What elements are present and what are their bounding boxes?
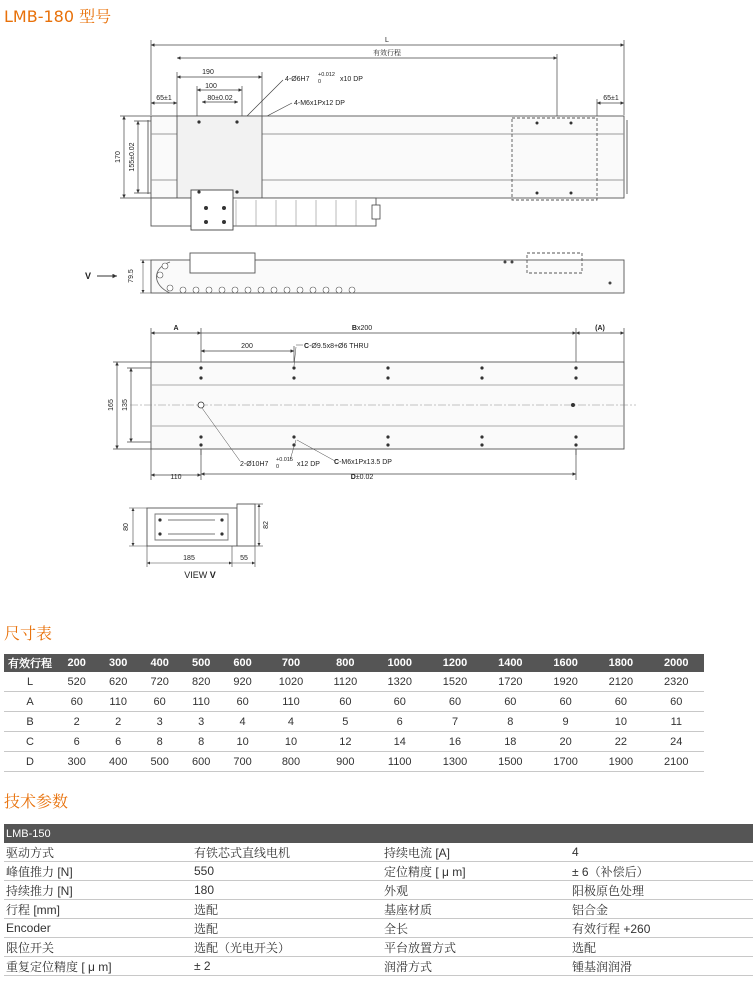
- table-row: [4, 938, 753, 957]
- stroke-col: 700: [263, 654, 318, 672]
- table-cell: 110: [97, 692, 138, 712]
- table-cell: 1300: [427, 752, 482, 772]
- stroke-col: 1200: [427, 654, 482, 672]
- table-cell: 10: [263, 732, 318, 752]
- param-value: ± 2: [192, 957, 382, 976]
- table-row: [4, 672, 704, 692]
- param-value: 有效行程 +260: [570, 919, 753, 938]
- stroke-col: 600: [222, 654, 263, 672]
- table-cell: 400: [97, 752, 138, 772]
- dim-170: 170: [115, 151, 122, 163]
- table-row: [4, 881, 753, 900]
- dim-79-5: 79.5: [128, 269, 135, 283]
- param-label: 持续电流 [A]: [382, 843, 570, 862]
- table-cell: 520: [56, 672, 97, 692]
- stroke-col: 1800: [593, 654, 648, 672]
- table-cell: 60: [649, 692, 704, 712]
- dim-200: 200: [241, 343, 253, 350]
- dim-stroke: 有效行程: [373, 50, 401, 57]
- table-row: [4, 862, 753, 881]
- table-cell: 110: [180, 692, 221, 712]
- stroke-col: 300: [97, 654, 138, 672]
- stroke-col: 500: [180, 654, 221, 672]
- table-cell: 60: [139, 692, 180, 712]
- table-row: [4, 843, 753, 862]
- pin-note-suffix: x12 DP: [297, 461, 320, 468]
- table-cell: 3: [139, 712, 180, 732]
- table-cell: 7: [427, 712, 482, 732]
- dim-A-paren: (A): [595, 325, 605, 332]
- table-cell: 60: [319, 692, 372, 712]
- dim-100: 100: [205, 83, 217, 90]
- table-cell: 12: [319, 732, 372, 752]
- table-cell: 1320: [372, 672, 427, 692]
- c-hole-note: C-Ø9.5x8+Ø6 THRU: [304, 343, 369, 350]
- param-value: ± 6（补偿后）: [570, 862, 753, 881]
- table-cell: 920: [222, 672, 263, 692]
- table-cell: 2320: [649, 672, 704, 692]
- table-cell: 11: [649, 712, 704, 732]
- hole-note-suffix: x10 DP: [340, 76, 363, 83]
- table-cell: 720: [139, 672, 180, 692]
- tech-table-header: LMB-150: [4, 824, 753, 843]
- param-label: 重复定位精度 [ μ m]: [4, 957, 192, 976]
- param-label: 全长: [382, 919, 570, 938]
- stroke-col: 200: [56, 654, 97, 672]
- table-cell: 4: [263, 712, 318, 732]
- param-label: 限位开关: [4, 938, 192, 957]
- table-cell: 14: [372, 732, 427, 752]
- table-cell: 18: [483, 732, 538, 752]
- table-cell: 60: [593, 692, 648, 712]
- dimension-table-title: 尺寸表: [4, 624, 53, 643]
- param-label: 定位精度 [ μ m]: [382, 862, 570, 881]
- end-dim-185: 185: [183, 555, 195, 562]
- stroke-col: 2000: [649, 654, 704, 672]
- table-cell: 800: [263, 752, 318, 772]
- table-cell: 300: [56, 752, 97, 772]
- table-row: [4, 692, 704, 712]
- table-cell: 60: [56, 692, 97, 712]
- table-row: [4, 957, 753, 976]
- table-cell: 900: [319, 752, 372, 772]
- dim-L: L: [385, 37, 389, 44]
- dim-65-left: 65±1: [156, 95, 172, 102]
- dim-D: D±0.02: [350, 474, 374, 481]
- table-cell: 110: [263, 692, 318, 712]
- table-cell: 600: [180, 752, 221, 772]
- table-cell: 820: [180, 672, 221, 692]
- table-cell: 620: [97, 672, 138, 692]
- stroke-col: 800: [319, 654, 372, 672]
- end-dim-82: 82: [263, 521, 270, 529]
- param-value: 选配: [570, 938, 753, 957]
- table-cell: 1720: [483, 672, 538, 692]
- table-cell: 1700: [538, 752, 593, 772]
- hole-note: 4-Ø6H7: [285, 76, 310, 83]
- table-cell: 4: [222, 712, 263, 732]
- table-cell: 60: [483, 692, 538, 712]
- dim-135: 135: [122, 399, 129, 411]
- view-arrow-label: V: [85, 271, 92, 281]
- row-label: C: [4, 732, 56, 752]
- table-cell: 2: [97, 712, 138, 732]
- table-cell: 500: [139, 752, 180, 772]
- stroke-col: 1000: [372, 654, 427, 672]
- model-title: LMB-180 型号: [4, 7, 112, 26]
- dim-190: 190: [202, 69, 214, 76]
- param-value: 选配: [192, 900, 382, 919]
- param-label: 平台放置方式: [382, 938, 570, 957]
- table-cell: 9: [538, 712, 593, 732]
- table-cell: 22: [593, 732, 648, 752]
- dim-65-right: 65±1: [603, 95, 619, 102]
- param-label: 外观: [382, 881, 570, 900]
- end-dim-55: 55: [240, 555, 248, 562]
- dim-155: 155±0.02: [129, 142, 136, 172]
- dim-165: 165: [108, 399, 115, 411]
- pin-note: 2-Ø10H7: [240, 461, 269, 468]
- hole-note-tol-upper: +0.012: [318, 72, 335, 78]
- dim-B: Bx200: [351, 325, 373, 332]
- table-cell: 6: [56, 732, 97, 752]
- param-label: 峰值推力 [N]: [4, 862, 192, 881]
- dimension-table-header: [4, 654, 704, 672]
- row-label: L: [4, 672, 56, 692]
- table-cell: 16: [427, 732, 482, 752]
- table-cell: 8: [139, 732, 180, 752]
- param-value: 铝合金: [570, 900, 753, 919]
- pin-tol-lower: 0: [276, 464, 280, 470]
- table-cell: 60: [538, 692, 593, 712]
- table-cell: 10: [222, 732, 263, 752]
- table-cell: 5: [319, 712, 372, 732]
- table-cell: 700: [222, 752, 263, 772]
- table-cell: 8: [483, 712, 538, 732]
- table-cell: 10: [593, 712, 648, 732]
- param-value: 阳极原色处理: [570, 881, 753, 900]
- param-value: 有铁芯式直线电机: [192, 843, 382, 862]
- table-cell: 20: [538, 732, 593, 752]
- tech-params-table: [4, 824, 753, 976]
- param-label: Encoder: [4, 919, 192, 938]
- table-row: [4, 712, 704, 732]
- stroke-header-label: 有效行程: [4, 654, 56, 672]
- hole-note-tol-lower: 0: [318, 79, 322, 85]
- table-cell: 1100: [372, 752, 427, 772]
- table-cell: 2: [56, 712, 97, 732]
- param-value: 4: [570, 843, 753, 862]
- param-value: 选配（光电开关）: [192, 938, 382, 957]
- table-row: [4, 919, 753, 938]
- table-cell: 1920: [538, 672, 593, 692]
- stroke-col: 1600: [538, 654, 593, 672]
- param-value: 选配: [192, 919, 382, 938]
- dim-80: 80±0.02: [207, 95, 233, 102]
- row-label: A: [4, 692, 56, 712]
- stroke-col: 400: [139, 654, 180, 672]
- table-row: [4, 752, 704, 772]
- table-cell: 60: [222, 692, 263, 712]
- param-value: 550: [192, 862, 382, 881]
- table-cell: 1020: [263, 672, 318, 692]
- row-label: B: [4, 712, 56, 732]
- table-cell: 8: [180, 732, 221, 752]
- table-row: [4, 732, 704, 752]
- end-dim-80: 80: [123, 523, 130, 531]
- param-value: 180: [192, 881, 382, 900]
- table-cell: 60: [372, 692, 427, 712]
- pin-tol-upper: +0.015: [276, 457, 293, 463]
- view-v-label: VIEW V: [184, 570, 216, 580]
- c-thread-note: C-M6x1Px13.5 DP: [334, 459, 392, 466]
- table-cell: 24: [649, 732, 704, 752]
- table-row: [4, 900, 753, 919]
- table-cell: 1520: [427, 672, 482, 692]
- dimension-table: [4, 654, 704, 772]
- table-cell: 1900: [593, 752, 648, 772]
- dim-110: 110: [170, 474, 182, 481]
- table-cell: 1120: [319, 672, 372, 692]
- param-label: 基座材质: [382, 900, 570, 919]
- table-cell: 3: [180, 712, 221, 732]
- param-label: 持续推力 [N]: [4, 881, 192, 900]
- tech-params-title: 技术参数: [4, 792, 69, 811]
- table-cell: 60: [427, 692, 482, 712]
- param-label: 驱动方式: [4, 843, 192, 862]
- table-cell: 6: [372, 712, 427, 732]
- param-label: 润滑方式: [382, 957, 570, 976]
- table-cell: 1500: [483, 752, 538, 772]
- stroke-col: 1400: [483, 654, 538, 672]
- dim-A: A: [173, 325, 179, 332]
- param-label: 行程 [mm]: [4, 900, 192, 919]
- table-cell: 6: [97, 732, 138, 752]
- row-label: D: [4, 752, 56, 772]
- table-cell: 2120: [593, 672, 648, 692]
- param-value: 锺基润润滑: [570, 957, 753, 976]
- thread-note: 4-M6x1Px12 DP: [294, 100, 345, 107]
- table-cell: 2100: [649, 752, 704, 772]
